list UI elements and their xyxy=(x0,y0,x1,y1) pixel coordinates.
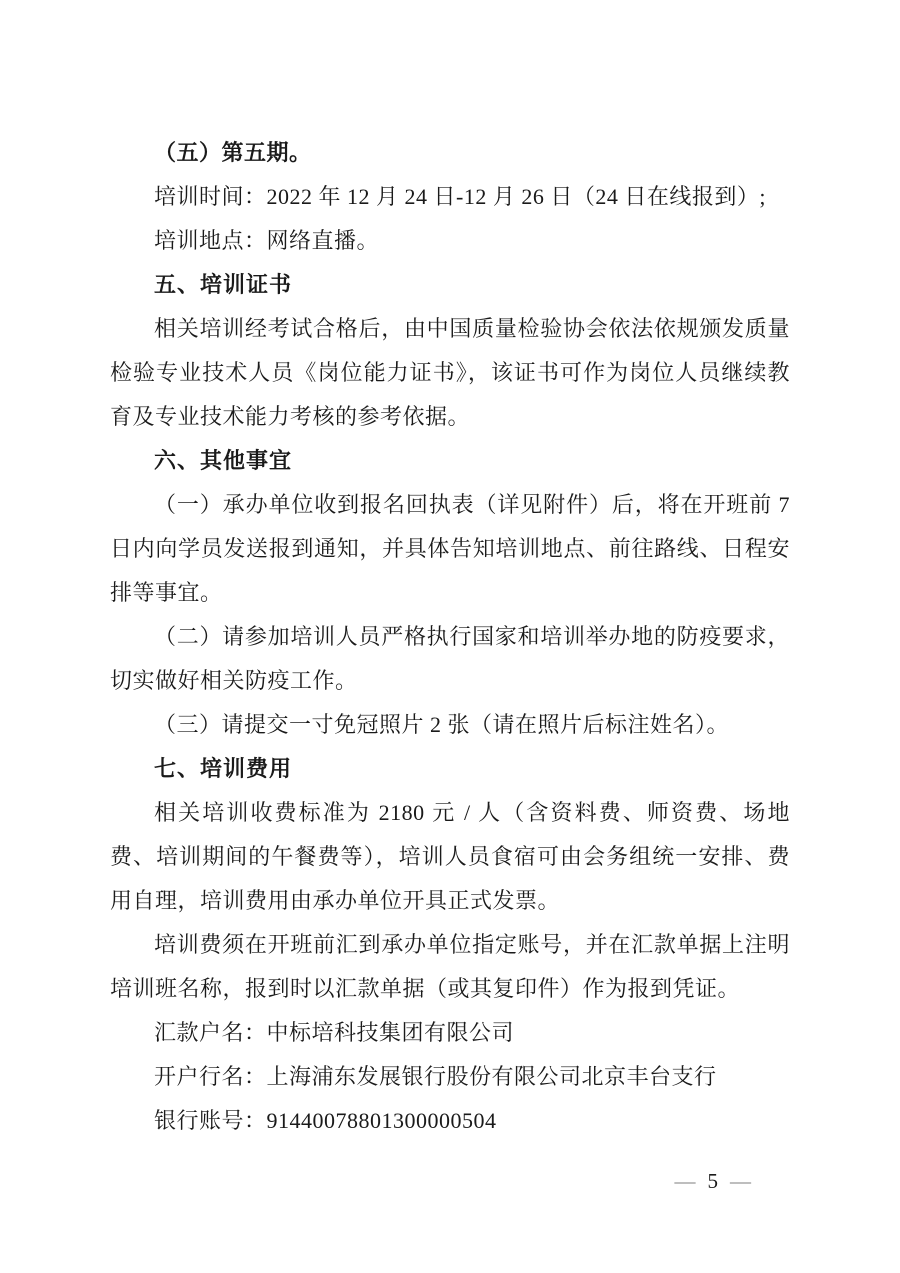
paragraph-item-two: （二）请参加培训人员严格执行国家和培训举办地的防疫要求，切实做好相关防疫工作。 xyxy=(110,624,790,693)
training-time-line: 培训时间：2022 年 12 月 24 日-12 月 26 日（24 日在线报到）; xyxy=(154,184,766,209)
paragraph-item-one: （一）承办单位收到报名回执表（详见附件）后，将在开班前 7 日内向学员发送报到通知，并具体告知培训地点、前往路线、日程安排等事宜。 xyxy=(110,492,790,605)
section-five-subheading: （五）第五期。 xyxy=(154,140,312,165)
heading-other-matters: 六、其他事宜 xyxy=(154,448,293,473)
training-location-line: 培训地点：网络直播。 xyxy=(154,228,380,253)
paragraph-item-three: （三）请提交一寸免冠照片 2 张（请在照片后标注姓名）。 xyxy=(154,712,730,737)
paragraph-payment-notice: 培训费须在开班前汇到承办单位指定账号，并在汇款单据上注明培训班名称，报到时以汇款单据（或其复印件）作为报到凭证。 xyxy=(110,932,790,1001)
bank-account-number-line: 银行账号：91440078801300000504 xyxy=(154,1108,497,1133)
footer-left-dash: — xyxy=(674,1169,696,1193)
document-body xyxy=(110,131,790,1143)
heading-training-certificate: 五、培训证书 xyxy=(154,272,293,297)
footer-right-dash: — xyxy=(730,1169,751,1193)
paragraph-certificate: 相关培训经考试合格后，由中国质量检验协会依法依规颁发质量检验专业技术人员《岗位能力证书》，该证书可作为岗位人员继续教育及专业技术能力考核的参考依据。 xyxy=(110,316,790,429)
heading-training-fees: 七、培训费用 xyxy=(154,756,293,781)
remit-account-name-line: 汇款户名：中标培科技集团有限公司 xyxy=(154,1020,515,1045)
paragraph-fee-standard: 相关培训收费标准为 2180 元 / 人（含资料费、师资费、场地费、培训期间的午餐费等），培训人员食宿可由会务组统一安排、费用自理，培训费用由承办单位开具正式发票。 xyxy=(110,800,790,913)
page-number: 5 xyxy=(707,1169,718,1193)
bank-name-line: 开户行名：上海浦东发展银行股份有限公司北京丰台支行 xyxy=(154,1064,717,1089)
page-footer xyxy=(663,1166,764,1196)
